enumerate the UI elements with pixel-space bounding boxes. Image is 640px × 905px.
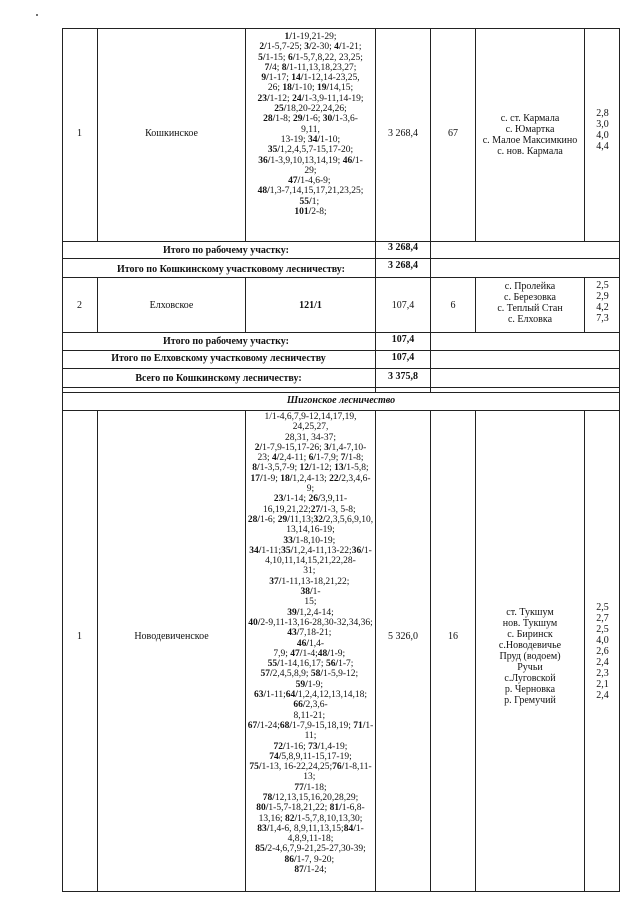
quarter-number: 83/ — [257, 823, 270, 834]
row-line-2 — [62, 258, 620, 259]
quarter-plots: 1-12; — [269, 93, 293, 104]
quarter-plots: 1-5,7-18,21,22; — [268, 803, 330, 814]
quarter-plots: 1-11,13,18,23,27; — [289, 62, 357, 73]
quarter-number: 47/ — [288, 176, 301, 187]
quarter-number: 3/ — [324, 442, 332, 453]
quarter-number: 36/ — [351, 545, 364, 556]
distance-value: 2,9 — [596, 291, 609, 302]
quarter-plots: 1-7,9-15,18,19; — [292, 720, 354, 731]
distance-value: 2,5 — [596, 280, 609, 291]
quarter-number: 22/ — [329, 473, 342, 484]
quarter-plots: 14,15; — [329, 83, 354, 94]
distance-value: 2,6 — [596, 646, 609, 657]
quarter-plots: 9; — [306, 484, 315, 495]
quarter-plots: 1-6; — [305, 114, 323, 125]
quarter-plots: 1-4,8,9,11-18; — [287, 823, 364, 845]
row-line-9 — [62, 410, 620, 411]
quarter-plots: 1,2,4-13; — [292, 473, 330, 484]
quarter-number: 68/ — [279, 720, 293, 731]
quarter-plots: 1- — [307, 679, 316, 690]
quarter-number: 26/ — [308, 494, 321, 505]
distance-value: 4,0 — [596, 635, 609, 646]
quarter-plots: 1,4-6, 8,9,11,13,15; — [269, 823, 344, 834]
quarter-plots: 1-24; — [306, 865, 327, 876]
quarter-plots: 1-8; — [348, 453, 364, 464]
quarter-plots: 23; — [257, 453, 272, 464]
quarter-plots: 1-9; — [329, 648, 348, 659]
settlement-name: с.Луговской — [504, 673, 556, 684]
distance-value: 2,1 — [596, 679, 609, 690]
settlement-name: с. Биринск — [507, 629, 553, 640]
quarter-number: 7/ — [264, 62, 273, 73]
quarter-number: 5/ — [258, 52, 266, 63]
quarter-plots: 2,3,4,6- — [341, 473, 371, 484]
subtotal-work-value-2: 107,4 — [391, 334, 415, 345]
settlement-name: Ручьи — [517, 662, 543, 673]
col-line-4a — [430, 28, 431, 392]
quarter-plots: 8,11-21; — [293, 710, 328, 721]
quarter-plots: 1/1-4,6,7,9-12,14,17,19, — [264, 412, 357, 422]
quarter-number: 64/ — [285, 690, 298, 701]
quarter-plots: 1- — [354, 155, 363, 166]
quarter-number: 39/ — [287, 607, 300, 618]
quarter-number: 71/ — [353, 720, 366, 731]
settlement-name: с. Пролейка — [504, 281, 556, 292]
quarter-plots: 12,13,15,16,20,28,29; — [274, 792, 359, 803]
quarter-plots: 1-19,21-29; — [291, 32, 337, 42]
quarter-plots: 1-6,8- — [341, 803, 365, 814]
subtotal-work-label: Итого по рабочему участку: — [163, 245, 289, 256]
row-line-6 — [62, 368, 620, 369]
quarter-number: 13/ — [334, 463, 347, 474]
quarter-plots: 1-4,6-9; — [300, 176, 333, 187]
quarter-number: 67/ — [247, 720, 260, 731]
distance-value: 2,4 — [596, 657, 609, 668]
area-value-2: 107,4 — [391, 300, 415, 311]
quarter-plots: 1-3,5,7-9; — [259, 463, 300, 474]
distance-value: 4,2 — [596, 302, 609, 313]
quarter-number: 43/ — [287, 628, 300, 639]
quarter-plots: 1-14,16,17; — [279, 659, 326, 670]
quarter-number: 73/ — [308, 741, 321, 752]
settlement-name: с. Юмартка — [505, 124, 555, 135]
quarter-number: 36/ — [258, 155, 271, 166]
subtotal-forestry-label: Итого по Кошкинскому участковому лесничеству: — [116, 264, 345, 275]
quarter-number: 55/ — [267, 659, 280, 670]
quarter-plots: 1,4- — [309, 638, 325, 649]
settlement-name: с. нов. Кармала — [497, 146, 563, 157]
subtotal-forestry-value-2: 107,4 — [391, 352, 415, 363]
quarter-plots: 1,2,4,5,7-15,17-20; — [280, 145, 354, 156]
quarter-number: 6/ — [308, 453, 316, 464]
quarter-number: 1/ — [284, 32, 292, 42]
quarter-plots: 32,34,36; — [336, 617, 376, 628]
quarter-plots: 1-8; — [275, 114, 293, 125]
quarters-list-3 — [246, 412, 375, 875]
scan-speck — [36, 14, 38, 16]
quarter-plots: 29; — [304, 165, 317, 176]
quarter-number: 59/ — [295, 679, 308, 690]
quarter-number: 4/ — [334, 42, 342, 53]
total-value: 3 375,8 — [388, 371, 418, 382]
quarter-plots: 1-11; — [304, 720, 374, 742]
settlement-name: р. Гремучий — [504, 695, 556, 706]
distance-value: 3,0 — [596, 119, 609, 130]
quarter-number: 101/ — [294, 207, 312, 218]
distance-value: 4,0 — [596, 130, 609, 141]
quarter-plots: 1-18; — [306, 782, 327, 793]
quarter-number: 55/ — [299, 196, 312, 207]
distances-list — [585, 108, 620, 152]
quarter-number: 18/ — [280, 473, 293, 484]
quarter-number: 38/ — [300, 587, 313, 598]
count-value-3: 16 — [448, 631, 458, 642]
distance-value: 2,3 — [596, 668, 609, 679]
quarter-plots: 3,9,11-16,19,21,22; — [263, 494, 348, 515]
quarter-number: 47/ — [290, 648, 303, 659]
quarter-plots: 1-7,9; — [315, 453, 341, 464]
quarter-plots: 1-4,10,11,14,15,21,22,28- — [265, 545, 372, 567]
quarter-number: 34/ — [249, 545, 262, 556]
quarter-number: 63/ — [253, 690, 267, 701]
subtotal-forestry-value: 3 268,4 — [388, 260, 418, 271]
quarter-plots: 1,3- — [269, 186, 285, 197]
settlement-name: с. Малое Максимкино — [482, 135, 578, 146]
quarter-plots: 1-24; — [259, 720, 280, 731]
quarter-number: 46/ — [342, 155, 355, 166]
quarter-plots: 1- — [312, 587, 321, 598]
quarter-number: 76/ — [332, 762, 345, 773]
settlements-list-2 — [476, 281, 584, 325]
quarter-plots: 7,18-21; — [299, 628, 334, 639]
quarter-number: 24/ — [292, 93, 305, 104]
quarter-plots: 1-12; — [311, 463, 335, 474]
quarter-plots: 2-30; — [311, 42, 335, 53]
quarter-plots: 13-19; — [280, 134, 308, 145]
quarter-number: 33/ — [283, 535, 296, 546]
quarter-plots: 1-7, 9-20; — [296, 854, 337, 865]
row-line-7 — [62, 387, 620, 388]
distance-value: 2,7 — [596, 613, 609, 624]
quarter-number: 34/ — [307, 134, 321, 145]
quarter-plots: 1-11,13-18,21,22; — [281, 576, 352, 587]
quarter-number: 82/ — [285, 813, 298, 824]
col-line-1c — [97, 410, 98, 892]
quarter-number: 27/ — [310, 504, 323, 515]
quarter-plots: 1,2,4,12,13,14,18; — [297, 690, 370, 701]
quarter-number: 7/ — [340, 453, 349, 464]
quarter-plots: 1,4-19; — [320, 741, 348, 752]
quarter-number: 77/ — [294, 782, 307, 793]
quarter-plots: 2,4-11; — [279, 453, 309, 464]
quarter-number: 81/ — [329, 803, 342, 814]
quarter-number: 29/ — [292, 114, 306, 125]
quarter-number: 9/ — [261, 73, 269, 84]
distance-value: 7,3 — [596, 313, 609, 324]
quarter-number: 23/ — [257, 93, 270, 104]
row-line-4 — [62, 332, 620, 333]
distance-value: 4,4 — [596, 141, 609, 152]
quarter-plots: 31; — [303, 566, 318, 577]
quarter-number: 19/ — [316, 83, 330, 94]
quarter-number: 56/ — [325, 659, 339, 670]
quarter-number: 8/ — [252, 463, 260, 474]
quarter-plots: 1-3, 5-8; — [322, 504, 358, 515]
row-line-5 — [62, 350, 620, 351]
settlements-list — [476, 113, 584, 157]
quarter-number: 72/ — [273, 741, 286, 752]
quarter-plots: 1-3,9-11,14-19; — [304, 93, 364, 104]
quarter-plots: 1-21; — [341, 42, 362, 53]
quarter-plots: 1-7,9-15,17-26; — [262, 442, 325, 453]
settlement-name: с. Елховка — [507, 314, 553, 325]
quarter-number: 18/ — [282, 83, 295, 94]
quarter-number: 28/ — [263, 114, 276, 125]
quarter-number: 35/ — [267, 145, 281, 156]
subtotal-work-label-2: Итого по рабочему участку: — [163, 336, 289, 347]
quarter-plots: 1-12,14-23,25, — [303, 73, 360, 84]
distance-value: 2,8 — [596, 108, 609, 119]
settlement-name: р. Черновка — [504, 684, 556, 695]
row-line-1 — [62, 241, 620, 242]
distances-list-2 — [585, 280, 620, 324]
settlement-name: с. Теплый Стан — [497, 303, 563, 314]
quarter-plots: 1-11; — [266, 690, 286, 701]
quarter-number: 57/ — [260, 669, 273, 680]
quarter-plots: 4; — [272, 62, 282, 73]
quarter-number: 40/ — [248, 617, 261, 628]
total-label: Всего по Кошкинскому лесничеству: — [135, 373, 302, 384]
quarter-number: 2/ — [254, 442, 263, 453]
quarter-plots: 1-8,11-13; — [303, 762, 372, 783]
quarter-number: 78/ — [262, 792, 275, 803]
quarter-plots: 7,14,15,17,21,23,25; — [284, 186, 364, 197]
row-number-2: 2 — [77, 300, 82, 311]
quarter-number: 25/ — [274, 104, 287, 115]
quarter-plots: 1-3,6- — [334, 114, 358, 125]
work-area-name: Кошкинское — [145, 128, 198, 139]
work-area-name-3: Новодевиченское — [134, 631, 209, 642]
quarter-number: 84/ — [343, 823, 356, 834]
quarter-plots: 2,3,6- — [305, 700, 328, 711]
quarter-number: 30/ — [322, 114, 335, 125]
quarter-plots: 1-10; — [294, 83, 317, 94]
quarter-number: 12/ — [299, 463, 312, 474]
quarter-plots: 24,25,27, — [292, 422, 329, 433]
quarter-plots: 2-4,6,7,9-21,25-27,30-39; — [267, 844, 366, 855]
quarter-plots: 1-5,8; — [346, 463, 369, 474]
row-line-8 — [62, 392, 620, 393]
quarter-plots: 1-6; — [260, 514, 278, 525]
quarter-number: 35/ — [281, 545, 294, 556]
quarter-number: 28/ — [247, 514, 260, 525]
quarter-number: 58/ — [310, 669, 324, 680]
quarter-plots: 18,20-22,24,26; — [286, 104, 347, 115]
quarter-plots: 11,13; — [289, 514, 314, 525]
quarter-number: 17/ — [250, 473, 263, 484]
col-line-4b — [430, 410, 431, 892]
quarter-plots: 1-10; — [320, 134, 341, 145]
quarter-number: 48/ — [257, 186, 270, 197]
settlement-name: ст. Тукшум — [506, 607, 554, 618]
subtotal-forestry-label-2: Итого по Елховскому участковому лесничеству — [111, 353, 326, 364]
quarter-plots: 2-8; — [311, 207, 327, 218]
settlement-name: с. Березовка — [504, 292, 556, 303]
subtotal-work-value: 3 268,4 — [388, 242, 418, 253]
distances-list-3 — [585, 602, 620, 701]
quarter-number: 23/ — [273, 494, 286, 505]
quarter-plots: 1-17; — [268, 73, 292, 84]
settlement-name: с.Новодевичье — [498, 640, 562, 651]
quarter-number: 14/ — [291, 73, 304, 84]
quarter-plots: 1; — [311, 196, 322, 207]
quarter-plots: 13,16; — [258, 813, 286, 824]
settlement-name: нов. Тукшум — [502, 618, 558, 629]
quarter-plots: 1-9; — [262, 473, 281, 484]
quarter-plots: 1-5,7,8,10,13,30; — [297, 813, 363, 824]
quarter-number: 29/ — [277, 514, 290, 525]
quarter-number: 4/ — [272, 453, 280, 464]
quarter-plots: 2,4,5,8,9; — [272, 669, 311, 680]
distance-value: 2,5 — [596, 602, 609, 613]
quarter-plots: 2-9,11-13,16-28,30- — [260, 617, 337, 628]
quarter-plots: 1-14; — [286, 494, 309, 505]
quarter-plots: 1-15; — [265, 52, 288, 63]
distance-value: 2,5 — [596, 624, 609, 635]
quarter-number: 8/ — [281, 62, 290, 73]
quarter-number: 32/ — [313, 514, 326, 525]
quarter-plots: 26; — [267, 83, 283, 94]
col-line-3b — [375, 410, 376, 892]
quarter-number: 66/ — [293, 700, 306, 711]
quarter-number: 87/ — [294, 865, 307, 876]
area-value: 3 268,4 — [388, 128, 418, 139]
quarter-number: 74/ — [269, 751, 282, 762]
quarter-plots: 1,2,4-11,13-22; — [293, 545, 352, 556]
settlement-name: Пруд (водоем) — [499, 651, 561, 662]
quarter-plots: 15; — [304, 597, 317, 608]
quarter-plots: 1-8,10-19; — [295, 535, 338, 546]
row-line-3 — [62, 277, 620, 278]
row-number: 1 — [77, 128, 82, 139]
quarter-plots: 1-5,7-25; — [266, 42, 305, 53]
quarter-plots: 9,11, — [301, 124, 320, 135]
work-area-name-2: Елховское — [149, 300, 194, 311]
quarter-plots: 2,3,5,6,9,10, 13,14,16-19; — [286, 514, 376, 536]
quarter-number: 86/ — [284, 854, 297, 865]
quarter-plots: 1-4; — [302, 648, 318, 659]
quarter-number: 80/ — [256, 803, 269, 814]
count-value-2: 6 — [450, 300, 456, 311]
quarter-plots: 1,2,4-14; — [299, 607, 334, 618]
quarter-plots: 1-3,9,10,13,14,19; — [270, 155, 343, 166]
count-value: 67 — [448, 128, 458, 139]
settlement-name: с. ст. Кармала — [500, 113, 560, 124]
area-value-3: 5 326,0 — [388, 631, 418, 642]
quarter-number: 2/ — [259, 42, 267, 53]
row-number-3: 1 — [77, 631, 82, 642]
quarter-plots: 1,4-7,10- — [331, 442, 367, 453]
quarter-plots: 1-13, 16-22,24,25; — [261, 762, 333, 773]
quarter-number: 6/ — [287, 52, 296, 63]
quarter-number: 3/ — [304, 42, 312, 53]
settlements-list-3 — [476, 607, 584, 706]
quarter-plots: 28,31, 34-37; — [285, 432, 336, 443]
quarter-number: 46/ — [296, 638, 310, 649]
quarter-plots: 9; — [315, 679, 326, 690]
quarter-number: 75/ — [249, 762, 262, 773]
quarter-number: 85/ — [255, 844, 268, 855]
quarter-plots: 7,9; — [273, 648, 291, 659]
quarter-value-2: 121/1 — [299, 300, 322, 311]
quarter-plots: 1-5,9-12; — [323, 669, 361, 680]
section-header: Шигонское лесничество — [286, 395, 396, 406]
quarter-plots: 1-16; — [285, 741, 309, 752]
quarter-plots: 5,8,9,11-15,17-19; — [281, 751, 352, 762]
distance-value: 2,4 — [596, 690, 609, 701]
quarter-number: 48/ — [317, 648, 330, 659]
quarter-plots: 1-11; — [261, 545, 282, 556]
quarter-number: 37/ — [269, 576, 282, 587]
quarters-list — [246, 32, 375, 217]
quarter-plots: 1-5,7,8,22, 23,25; — [295, 52, 363, 63]
quarter-plots: 1-7; — [338, 659, 354, 670]
